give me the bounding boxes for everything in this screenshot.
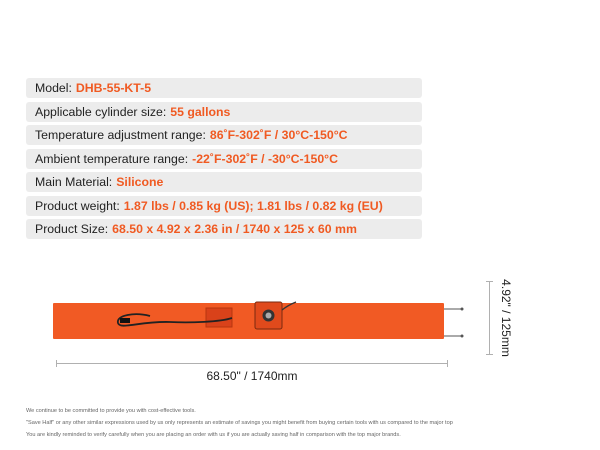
height-dimension-label: 4.92" / 125mm: [499, 279, 513, 357]
height-dimension-line: [486, 281, 492, 355]
disclaimer-line: We continue to be committed to provide you with cost-effective tools.: [26, 408, 196, 414]
disclaimer-notes: [26, 405, 453, 441]
spec-label: Temperature adjustment range:: [35, 128, 206, 142]
disclaimer-line: "Save Half" or any other similar expressions used by us only represents an estimate of savings you might benefit from buying certain tools with us compared to the major top: [26, 420, 453, 426]
control-box: [206, 308, 232, 327]
spec-value: 55 gallons: [170, 104, 231, 119]
spec-label: Applicable cylinder size:: [35, 104, 167, 119]
spec-label: Ambient temperature range:: [35, 151, 189, 166]
disclaimer-line: You are kindly reminded to verify carefully when you are placing an order with us if you are actually saving half in comparison with the top major brands.: [26, 432, 401, 438]
spec-label: Main Material:: [35, 175, 113, 189]
spec-label: Product Size:: [35, 222, 109, 236]
sensor-cable: [282, 302, 296, 310]
spec-value: -22˚F-302˚F / -30°C-150°C: [192, 151, 338, 166]
length-dimension-label: 68.50" / 1740mm: [206, 369, 298, 383]
plug-icon: [120, 318, 130, 323]
spec-label: Product weight:: [35, 198, 120, 213]
spec-value: Silicone: [116, 175, 164, 189]
length-dimension-line: [56, 360, 448, 366]
spec-value: DHB-55-KT-5: [75, 81, 152, 95]
spec-value: 86˚F-302˚F / 30°C-150°C: [209, 128, 348, 142]
spec-value: 1.87 lbs / 0.85 kg (US); 1.81 lbs / 0.82 kg (EU): [123, 198, 383, 213]
spec-label: Model:: [35, 81, 72, 95]
spec-value: 68.50 x 4.92 x 2.36 in / 1740 x 125 x 60 mm: [112, 222, 357, 236]
